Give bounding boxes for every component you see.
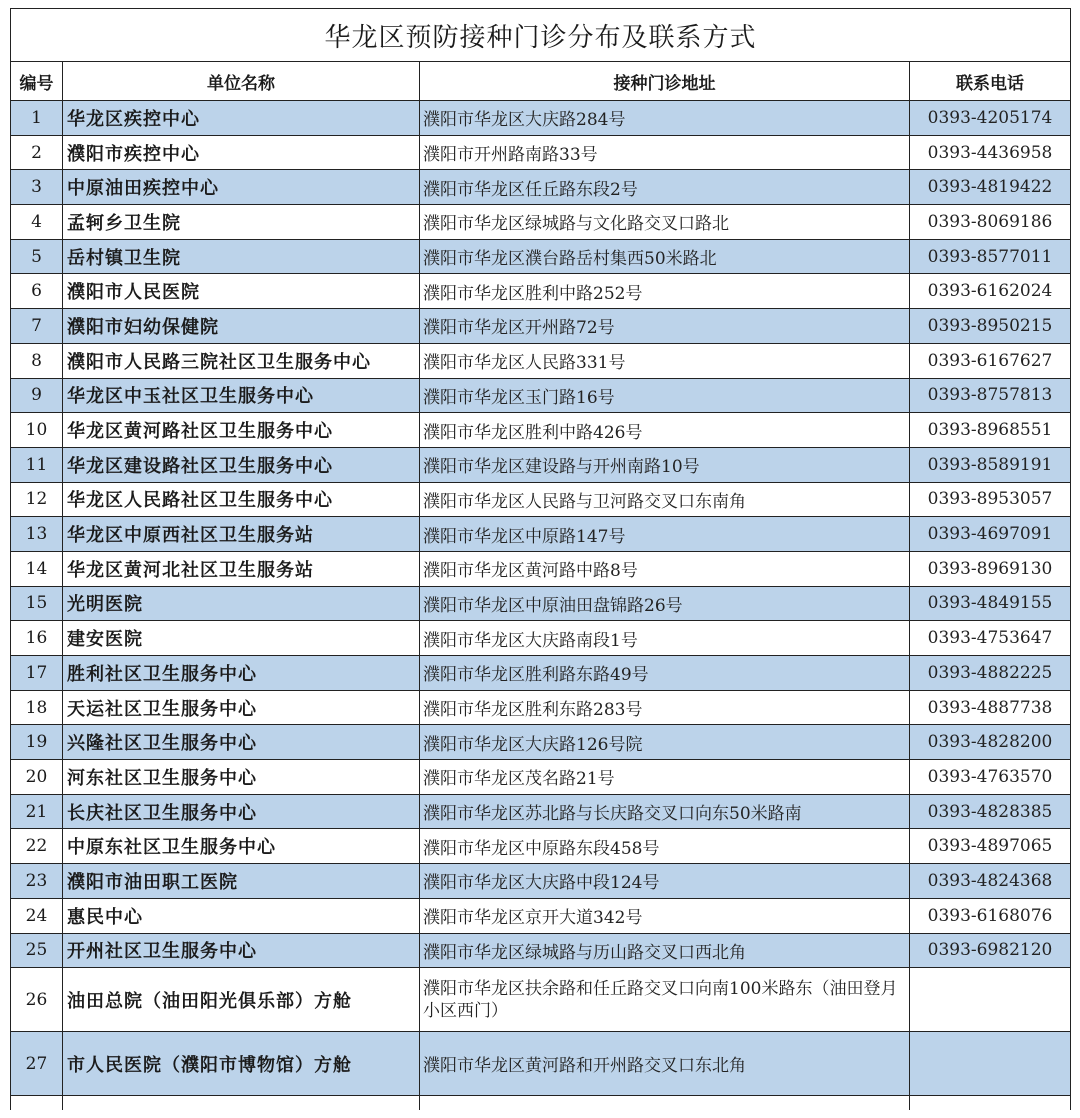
row-name: 中原油田疾控中心: [63, 170, 420, 205]
row-num: 23: [11, 864, 63, 899]
row-name: 油田总院（油田阳光俱乐部）方舱: [63, 968, 420, 1032]
row-address: 濮阳市华龙区开州路72号: [420, 309, 910, 344]
row-num: 15: [11, 586, 63, 621]
row-phone: 0393-8969130: [910, 551, 1071, 586]
row-num: 25: [11, 933, 63, 968]
row-num: 12: [11, 482, 63, 517]
row-name: 华龙区黄河路社区卫生服务中心: [63, 413, 420, 448]
row-num: 7: [11, 309, 63, 344]
row-num: 5: [11, 239, 63, 274]
row-name: 濮阳市人民路三院社区卫生服务中心: [63, 343, 420, 378]
table-row: [11, 968, 1071, 1032]
row-phone: 0393-8757813: [910, 378, 1071, 413]
row-address: 濮阳市华龙区苏北路与长庆路交叉口向东50米路南: [420, 794, 910, 829]
row-address: 濮阳市华龙区任丘路东段2号: [420, 170, 910, 205]
row-name: 岳村镇卫生院: [63, 239, 420, 274]
row-num: 4: [11, 205, 63, 240]
row-address: 濮阳市华龙区人民路331号: [420, 343, 910, 378]
row-num: 13: [11, 517, 63, 552]
empty-cell: [420, 1096, 910, 1111]
row-num: 8: [11, 343, 63, 378]
table-row: [11, 309, 1071, 344]
row-name: 孟轲乡卫生院: [63, 205, 420, 240]
row-phone: 0393-4697091: [910, 517, 1071, 552]
row-num: 10: [11, 413, 63, 448]
header-num: 编号: [11, 62, 63, 101]
row-name: 华龙区中玉社区卫生服务中心: [63, 378, 420, 413]
row-phone: 0393-4828200: [910, 725, 1071, 760]
table-row: [11, 933, 1071, 968]
row-address: 濮阳市华龙区胜利中路252号: [420, 274, 910, 309]
row-num: 14: [11, 551, 63, 586]
empty-cell: [11, 1096, 63, 1111]
row-name: 华龙区黄河北社区卫生服务站: [63, 551, 420, 586]
table-row: [11, 482, 1071, 517]
row-address: 濮阳市华龙区绿城路与文化路交叉口路北: [420, 205, 910, 240]
header-name: 单位名称: [63, 62, 420, 101]
row-name: 华龙区建设路社区卫生服务中心: [63, 447, 420, 482]
row-num: 1: [11, 101, 63, 136]
row-phone: 0393-8589191: [910, 447, 1071, 482]
row-address: 濮阳市华龙区濮台路岳村集西50米路北: [420, 239, 910, 274]
table-row: [11, 794, 1071, 829]
row-phone: 0393-8950215: [910, 309, 1071, 344]
row-address: 濮阳市华龙区中原路东段458号: [420, 829, 910, 864]
row-phone: [910, 1032, 1071, 1096]
row-phone: 0393-4753647: [910, 621, 1071, 656]
row-num: 21: [11, 794, 63, 829]
row-address: 濮阳市华龙区扶余路和任丘路交叉口向南100米路东（油田登月小区西门）: [420, 968, 910, 1032]
table-row: [11, 725, 1071, 760]
row-name: 天运社区卫生服务中心: [63, 690, 420, 725]
row-phone: 0393-6167627: [910, 343, 1071, 378]
row-address: 濮阳市华龙区中原油田盘锦路26号: [420, 586, 910, 621]
header-phone: 联系电话: [910, 62, 1071, 101]
table-row: [11, 447, 1071, 482]
table-row: [11, 1032, 1071, 1096]
table-row: [11, 101, 1071, 136]
table-row: [11, 274, 1071, 309]
page-title: 华龙区预防接种门诊分布及联系方式: [11, 9, 1071, 62]
row-phone: 0393-6982120: [910, 933, 1071, 968]
row-name: 胜利社区卫生服务中心: [63, 656, 420, 691]
row-name: 中原东社区卫生服务中心: [63, 829, 420, 864]
row-address: 濮阳市华龙区大庆路284号: [420, 101, 910, 136]
table-row: [11, 378, 1071, 413]
table-row: [11, 690, 1071, 725]
row-address: 濮阳市华龙区京开大道342号: [420, 898, 910, 933]
row-address: 濮阳市华龙区中原路147号: [420, 517, 910, 552]
row-phone: 0393-4763570: [910, 760, 1071, 795]
row-phone: 0393-8968551: [910, 413, 1071, 448]
row-phone: 0393-8577011: [910, 239, 1071, 274]
row-num: 24: [11, 898, 63, 933]
row-name: 濮阳市疾控中心: [63, 135, 420, 170]
row-address: 濮阳市华龙区大庆路南段1号: [420, 621, 910, 656]
row-phone: 0393-4819422: [910, 170, 1071, 205]
row-address: 濮阳市华龙区建设路与开州南路10号: [420, 447, 910, 482]
table-row: [11, 898, 1071, 933]
header-addr: 接种门诊地址: [420, 62, 910, 101]
table-row: [11, 170, 1071, 205]
row-address: 濮阳市华龙区人民路与卫河路交叉口东南角: [420, 482, 910, 517]
row-address: 濮阳市开州路南路33号: [420, 135, 910, 170]
row-name: 长庆社区卫生服务中心: [63, 794, 420, 829]
table-row: [11, 760, 1071, 795]
empty-cell: [910, 1096, 1071, 1111]
row-phone: 0393-8069186: [910, 205, 1071, 240]
row-num: 3: [11, 170, 63, 205]
row-num: 18: [11, 690, 63, 725]
table-row: [11, 829, 1071, 864]
row-address: 濮阳市华龙区茂名路21号: [420, 760, 910, 795]
row-phone: 0393-6168076: [910, 898, 1071, 933]
row-num: 11: [11, 447, 63, 482]
row-num: 20: [11, 760, 63, 795]
row-name: 濮阳市人民医院: [63, 274, 420, 309]
table-row: [11, 205, 1071, 240]
table-row: [11, 135, 1071, 170]
row-num: 22: [11, 829, 63, 864]
row-name: 光明医院: [63, 586, 420, 621]
row-address: 濮阳市华龙区胜利东路283号: [420, 690, 910, 725]
row-phone: [910, 968, 1071, 1032]
row-phone: 0393-4205174: [910, 101, 1071, 136]
row-name: 河东社区卫生服务中心: [63, 760, 420, 795]
row-num: 9: [11, 378, 63, 413]
row-phone: 0393-4824368: [910, 864, 1071, 899]
row-num: 16: [11, 621, 63, 656]
table-row: [11, 586, 1071, 621]
table-row: [11, 551, 1071, 586]
row-num: 2: [11, 135, 63, 170]
empty-row: [11, 1096, 1071, 1111]
row-phone: 0393-4887738: [910, 690, 1071, 725]
row-name: 华龙区疾控中心: [63, 101, 420, 136]
row-address: 濮阳市华龙区胜利路东路49号: [420, 656, 910, 691]
row-name: 濮阳市妇幼保健院: [63, 309, 420, 344]
clinic-table: [10, 8, 1071, 1110]
row-phone: 0393-6162024: [910, 274, 1071, 309]
row-name: 惠民中心: [63, 898, 420, 933]
row-name: 建安医院: [63, 621, 420, 656]
row-num: 26: [11, 968, 63, 1032]
empty-cell: [63, 1096, 420, 1111]
row-name: 濮阳市油田职工医院: [63, 864, 420, 899]
table-row: [11, 517, 1071, 552]
row-num: 17: [11, 656, 63, 691]
row-name: 市人民医院（濮阳市博物馆）方舱: [63, 1032, 420, 1096]
table-row: [11, 656, 1071, 691]
table-row: [11, 621, 1071, 656]
row-num: 6: [11, 274, 63, 309]
row-address: 濮阳市华龙区胜利中路426号: [420, 413, 910, 448]
row-address: 濮阳市华龙区大庆路126号院: [420, 725, 910, 760]
row-phone: 0393-8953057: [910, 482, 1071, 517]
table-row: [11, 343, 1071, 378]
table-row: [11, 239, 1071, 274]
row-name: 兴隆社区卫生服务中心: [63, 725, 420, 760]
row-name: 开州社区卫生服务中心: [63, 933, 420, 968]
table-row: [11, 413, 1071, 448]
header-row: [11, 62, 1071, 101]
row-num: 27: [11, 1032, 63, 1096]
row-address: 濮阳市华龙区绿城路与历山路交叉口西北角: [420, 933, 910, 968]
table-row: [11, 864, 1071, 899]
row-address: 濮阳市华龙区玉门路16号: [420, 378, 910, 413]
row-name: 华龙区中原西社区卫生服务站: [63, 517, 420, 552]
title-row: [11, 9, 1071, 62]
row-phone: 0393-4436958: [910, 135, 1071, 170]
row-phone: 0393-4882225: [910, 656, 1071, 691]
row-address: 濮阳市华龙区黄河路中路8号: [420, 551, 910, 586]
row-name: 华龙区人民路社区卫生服务中心: [63, 482, 420, 517]
row-phone: 0393-4828385: [910, 794, 1071, 829]
row-phone: 0393-4897065: [910, 829, 1071, 864]
row-address: 濮阳市华龙区黄河路和开州路交叉口东北角: [420, 1032, 910, 1096]
row-address: 濮阳市华龙区大庆路中段124号: [420, 864, 910, 899]
row-num: 19: [11, 725, 63, 760]
row-phone: 0393-4849155: [910, 586, 1071, 621]
